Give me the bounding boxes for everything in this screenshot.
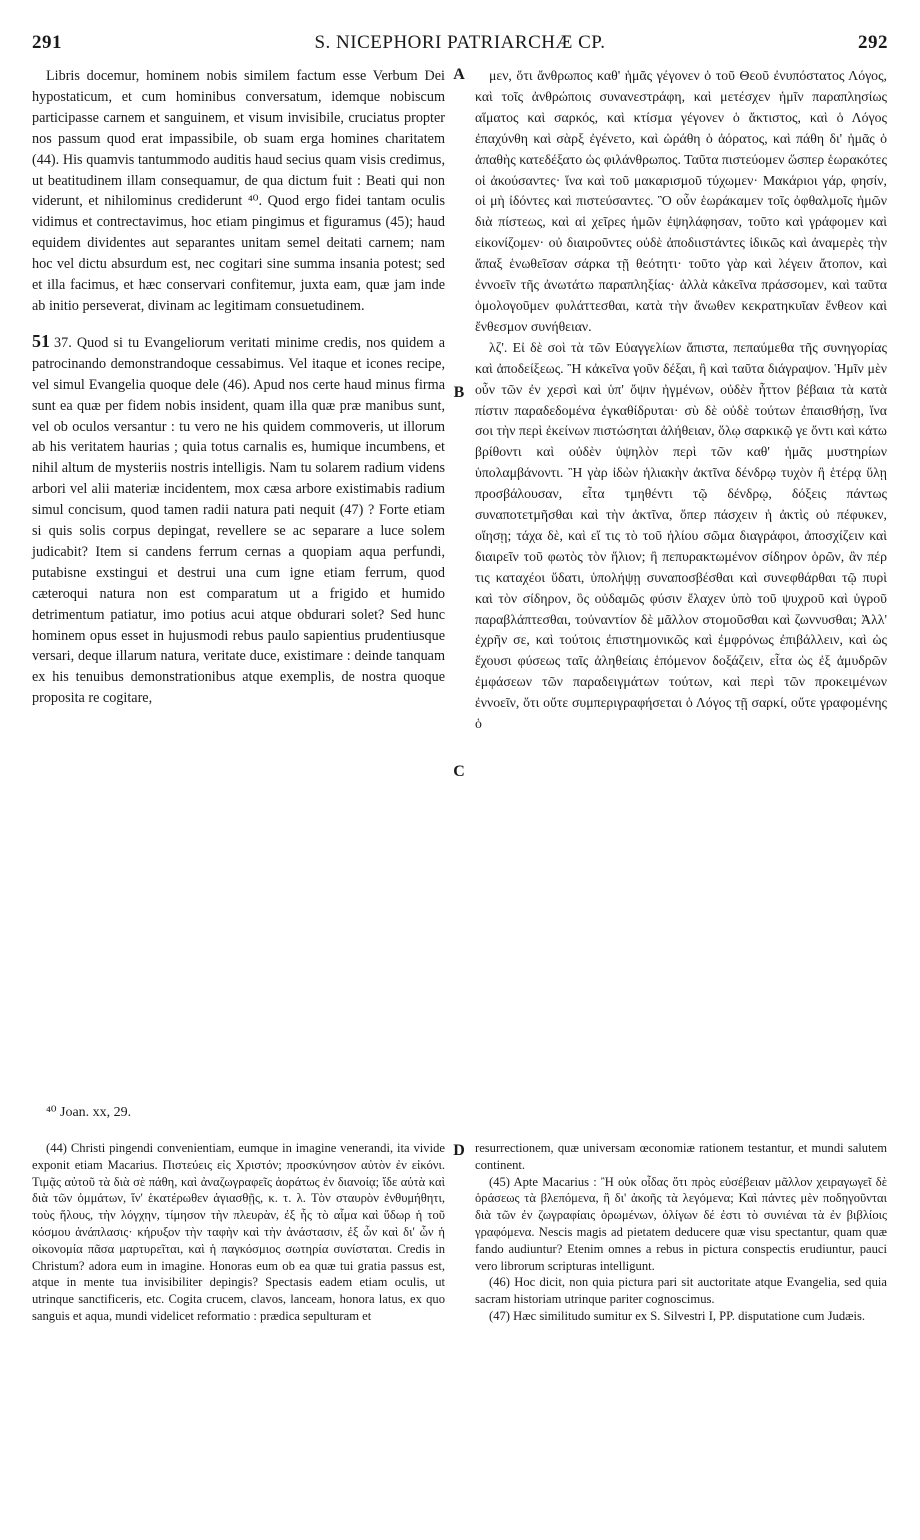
page-number-left: 291 [32,32,62,53]
running-title: S. NICEPHORI PATRIARCHÆ CP. [314,32,606,53]
latin-paragraph-1: Libris docemur, hominem nobis similem factum esse Verbum Dei hypostaticum, et cum hominibus conversatum, idemque nobiscum participasse carnem et sanguinem, et visum invisibile, cruciatus propter nos passum quod erat impassibile, ob suam erga homines charitatem (44). His quamvis tantummodo auditis haud secius quam visis credimus, ut beatitudinem illam consequamur, de qua dictum fuit : Beati qui non viderunt, et nihilominus crediderunt ⁴⁰. Quod ergo fidei tantam oculis vidimus et contrectavimus, hoc etiam pingimus et figuramus (45); haud equidem dividentes aut separantes unitam semel deitati carnem; nam hoc vel dictu absurdum est, nec cogitari sine summa insania potest; sed et illa facimus, et hæc conservari confitemur, juxta eam, quæ jam inde ab initio perseverat, divinam ac legitimam consuetudinem. [32,68,445,314]
greek-paragraph-2: λζ'. Εἰ δὲ σοὶ τὰ τῶν Εὐαγγελίων ἄπιστα, πεπαύμεθα τῆς συνηγορίας καὶ ἀποδείξεως. Ἢ κἀκεῖνα γοῦν δέξαι, ἢ καὶ ταῦτα διάγραψον. Ἡμῖν μὲν οὖν τῶν ἐν χερσὶ καὶ ὑπ' ὄψιν ἠγμένων, οὐδὲν ἧττον βέβαια τὰ κατὰ πίστιν παραδεδομένα ἐγκαθίδρυται· σὺ δὲ οὐδὲ τούτων ἐπαισθήσῃ, ἵνα σοι τὴν περὶ ἐκείνων πιστώσηται ἀλήθειαν, ὅλῳ σαρκικῷ γε ὄντι καὶ κάτω βρίθοντι καὶ οὐδὲν ὑψηλὸν περὶ τῶν καθ' ἡμᾶς μυστηρίων ὑπολαμβάνοντι. Ἢ γὰρ ἰδὼν ἡλιακὴν ἀκτῖνα δένδρῳ τυχὸν ἢ ἑτέρᾳ ὕλῃ προσβάλουσαν, εἶτα τμηθέντι τῷ δένδρῳ, δόξεις πάντως συναποτετμῆσθαι καὶ τὴν ἀκτῖνα, ὅπερ πάσχειν ἡ ἀκτὶς οὐ πέφυκεν, οἴησῃ; τάχα δὲ, καὶ εἴ τις τὸ τοῦ ἡλίου σῶμα διαγράφοι, ἀποσχίζειν καὶ διαιρεῖν τοῦ φωτὸς τὸν ἥλιον; ἢ πεπυρακτωμένον σίδηρον ὁρῶν, ἂν πέρ τις καταχέοι ὕδατι, ὑπολήψῃ συναποσβέσθαι καὶ συνεφθάρθαι τῷ πυρὶ καὶ τὸν σίδηρον, ὃς οὐδαμῶς φύσιν ἔλαχεν ὑπὸ τοῦ ψυχροῦ καὶ ὑγροῦ παραβλάπτεσθαι, τοὐναντίον δὲ μᾶλλον στομοῦσθαι καὶ ζωννυσθαι; Ἀλλ' ἐχρῆν σε, καὶ τούτοις ἐπιστημονικῶς καὶ ἐμφρόνως ἐπιβάλλειν, καὶ ὡς ἔχουσι φύσεως ταῖς ἀληθείαις ἑπόμενον δοξάζειν, εἶτα ὡς ἐξ ἀμυδρῶν ἐμφάσεων τῶν παραδειγμάτων τούτων, καὶ περὶ τῶν προκειμένων ἐννοεῖν, ὅτι οὔτε συμπεριγραφήσεται ὁ Λόγος τῇ σαρκί, οὔτε γραφομένης ὁ [475,339,887,732]
latin-paragraph-2: 37. Quod si tu Evangeliorum veritati minime credis, nos quidem a patrocinando demonstrandoque cessabimus. Vel itaque et icones recipe, vel simul Evangelia quoque dele (46). Apud nos certe haud minus firma sunt ea quæ per fidem nobis insident, quam illa quæ præ manibus sunt, vel ob oculos versantur : tu vero ne his quidem commoveris, ut illorum ab his veritatem haurias ; quia totus carnalis es, humique incumbens, et nihil altum de mysteriis nostris intelligis. Nam tu solarem radium videns arbori vel alii materiæ incidentem, mox cæsa arbore existimabis radium simul concisum, quod tamen radii natura pati nequit (47) ? Forte etiam si quis solis corpus depingat, revellere se ac separare a luce solem judicabit? Item si candens ferrum cernas a quopiam aqua perfundi, putabisne exstingui et destrui una cum igne etiam ferrum, quod cæteroqui natura non est comparatum ut a frigido et humido detrimentum patiatur, imo potius acui atque obdurari solet? Sed hunc hominem opus esset in hujusmodi rebus paulo sapientius prudentiusque versari, deque illarum natura, veritate duce, existimare : deinde tanquam ex his tenuibus demonstrationibus atque exemplis, de nostra quoque proposita re cogitare, [32,334,445,707]
footnote-47: (47) Hæc similitudo sumitur ex S. Silvestri I, PP. disputatione cum Judæis. [489,1308,866,1323]
footnotes-right [475,1140,887,1325]
page-number-right: 292 [858,32,888,53]
footnote-45: (45) Apte Macarius : Ἢ οὐκ οἶδας ὅτι πρὸς εὐσέβειαν μᾶλλον χειραγωγεῖ δὲ ὁράσεως τὰ βλεπόμενα, ἢ δι' ἀκοῆς τὰ λεγόμενα; Καὶ πάντες μὲν ποδηγοῦνται διὰ τῶν ἐν ζωγραφίαις ὁρωμένων, ὀλίγων δέ ἐστι τὸ συνιέναι τὰ ἐν βιβλίοις γραφόμενα. Nescis magis ad pietatem deducere quæ visu spectantur, quam quæ fando audiuntur? Etenim omnes a rebus in pictura conspectis erudiuntur, pauci vero librorum scripturas intelligunt. [475,1174,887,1273]
footnote-46: (46) Hoc dicit, non quia pictura pari sit auctoritate atque Evangelia, sed quia sacram historiam utrinque pariter cognoscimus. [475,1275,887,1307]
bible-reference-note: ⁴⁰ Joan. xx, 29. [46,1105,132,1120]
margin-letter-c: C [453,763,465,780]
section-number: 51 [32,330,50,351]
footnote-44: (44) Christi pingendi convenientiam, eumque in imagine venerandi, ita vivide exponit etiam Macarius. Πιστεύεις εἰς Χριστόν; προσκύνησον αὐτὸν ἐν εἰκόνι. Τιμᾷς αὐτοῦ τὰ διὰ σὲ πάθη, καὶ ἀναζωγραφεῖς ἀοράτως ἐν διανοίᾳ; ἴδε αὐτὰ καὶ διὰ τῶν ὀμμάτων, ἵν' ἑκατέρωθεν ἁγιασθῇς, κ. τ. λ. Τὸν σταυρὸν ἐνθυμήθητι, τοὺς ἥλους, τὴν λόγχην, τίμησον τὴν πλευρὰν, ἐξ ἧς τὸ αἷμα καὶ ὕδωρ ἡ τοῦ κόσμου ἀνάπλασις· κήρυξον τὴν ταφὴν καὶ τὴν ἀνάστασιν, ἐξ ὧν καὶ δι' ὧν ἡ οἰκονομία πᾶσα μαρτυρεῖται, καὶ ἡ παγκόσμιος σωτηρία συνίσταται. Credis in Christum? adora eum in imagine. Honoras eum ob ea quæ tui gratia passus est, atque in mente tua invisibiliter depingis? Spectasis eadem etiam oculis, ut utrinque sanctificeris, etc. Cogita crucem, clavos, lanceam, honora latus, ex quo sanguis et aqua, mundi videlicet reformatio : prædica sepulturam et [32,1141,445,1323]
margin-letter-b: B [453,384,465,401]
margin-letter-a: A [453,66,465,83]
footnotes-left [32,1140,445,1325]
latin-paragraph-2-wrap [32,331,445,709]
latin-column [32,66,445,709]
footnote-44-continued: resurrectionem, quæ universam œconomiæ rationem testantur, et mundi salutem continent. [475,1141,887,1172]
page-header [32,32,888,60]
greek-column [475,66,887,735]
margin-letter-d: D [453,1142,465,1159]
greek-paragraph-1: μεν, ὅτι ἄνθρωπος καθ' ἡμᾶς γέγονεν ὁ τοῦ Θεοῦ ἐνυπόστατος Λόγος, καὶ τοῖς ἀνθρώποις συνανεστράφη, καὶ μετέσχεν ἡμῖν παραπλησίως αἵματος καὶ σαρκός, καὶ κτίσμα γέγονεν ὁ ἄκτιστος, καὶ ὁ Λόγος ἐπαχύνθη καὶ σὰρξ ἐγένετο, καὶ ὡράθη ὁ ἀόρατος, καὶ πάθη δι' ἡμᾶς ὁ ἀπαθὴς κατεδέξατο ὡς φιλάνθρωπος. Ταῦτα πιστεύομεν ὥσπερ ἑωρακότες οἱ ἀκούσαντες· ἵνα καὶ τοῦ μακαρισμοῦ τύχωμεν· Μακάριοι γάρ, φησίν, οἱ μὴ ἰδόντες καὶ πιστεύσαντες. Ὃ οὖν ἑωράκαμεν τοῖς ὀφθαλμοῖς ἡμῶν διὰ πίστεως, καὶ αἱ χεῖρες ἡμῶν ἐψηλάφησαν, τοῦτο καὶ γράφομεν καὶ εἰκονίζομεν· οὐ διαιροῦντες οὐδὲ ἀποδιιστάντες ἰδικῶς καὶ ἀναμερὲς τὴν ἅπαξ ἑνωθεῖσαν σάρκα τῇ θεότητι· τοῦτο γὰρ καὶ λέγειν ἄτοπον, καὶ ἐννοεῖν τῆς ἀνωτάτω παραπληξίας· ἀλλὰ κἀκεῖνα πράσσομεν, καὶ ταῦτα ὁμολογοῦμεν φυλάττεσθαι, κατὰ τὴν ἄνωθεν κεκρατηκυῖαν ἔνθεον καὶ ἔνθεσμον συνήθειαν. [475,68,887,334]
